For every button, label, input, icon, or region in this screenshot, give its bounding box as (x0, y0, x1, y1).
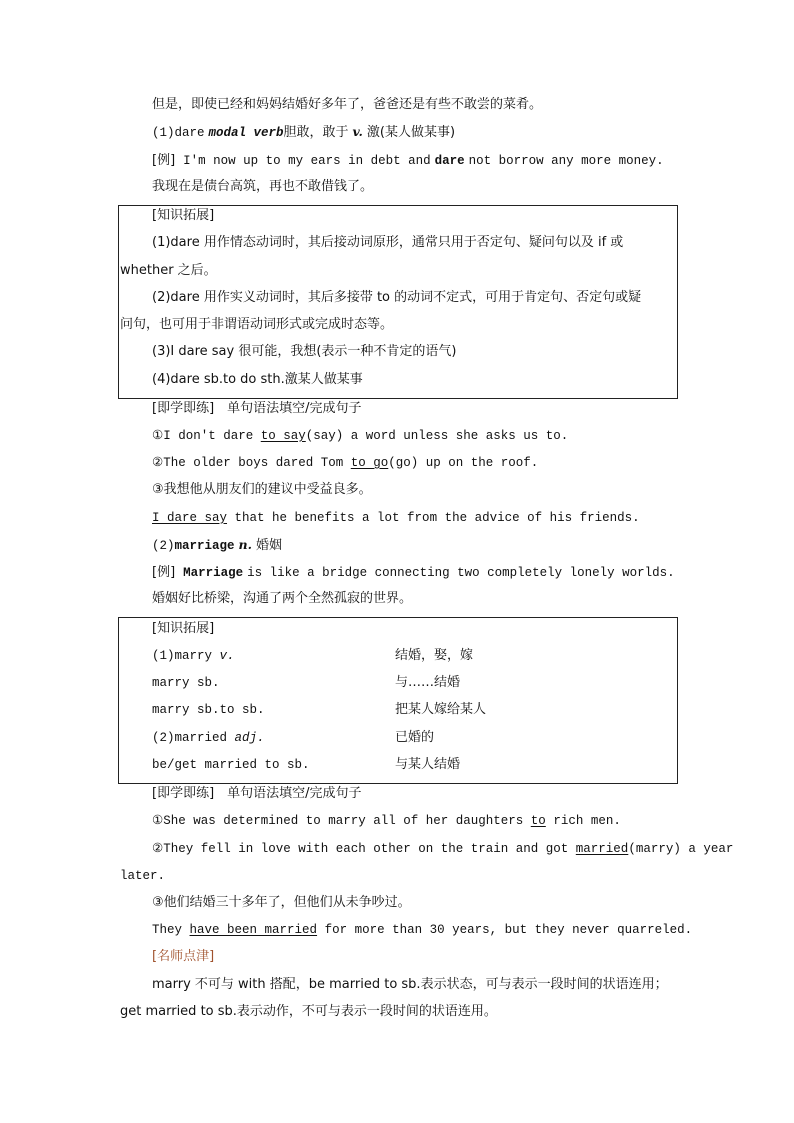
exercise-q3: ③他们结婚三十多年了，但他们从未争吵过。 (152, 895, 411, 910)
entry-pos: n. (238, 537, 252, 552)
q3-answer: I dare say (152, 511, 228, 525)
entry-dare (152, 123, 455, 142)
exercise-q1 (152, 427, 568, 445)
q2-text-end: (go) up on the roof. (388, 456, 539, 470)
example-keyword: dare (434, 154, 465, 168)
q1-text: ①She was determined to marry all of her daughters (152, 814, 524, 828)
box-point-3: (3)I dare say 很可能，我想(表示一种不肯定的语气) (152, 344, 457, 359)
example-marriage (152, 563, 675, 582)
example-text: I'm now up to my ears in debt and (183, 154, 431, 168)
box-title: [知识拓展] (152, 208, 215, 223)
exercise-q3: ③我想他从朋友们的建议中受益良多。 (152, 482, 372, 497)
teacher-note-title: [名师点津] (152, 949, 215, 964)
q2-text: ②They fell in love with each other on the train and got (152, 842, 569, 856)
box-point-1b: whether 之后。 (120, 263, 217, 278)
q1-text-end: rich men. (553, 814, 621, 828)
exercise-q2 (152, 840, 733, 858)
example-tag: [例] (152, 153, 176, 168)
box2-row-4-cn: 已婚的 (395, 730, 435, 745)
row-term: (2)married (152, 731, 228, 745)
q3-text-end: for more than 30 years, but they never quarreled. (324, 923, 693, 937)
q1-answer: to say (260, 429, 306, 443)
example-dare (152, 151, 664, 170)
exercise-q3-answer (152, 509, 640, 527)
box2-row-1-cn: 结婚，娶，嫁 (395, 648, 474, 663)
row-term: (1)marry (152, 649, 213, 663)
q3-text: They (152, 923, 183, 937)
exercise-q1 (152, 812, 621, 830)
box2-row-3-cn: 把某人嫁给某人 (395, 702, 487, 717)
example-keyword: Marriage (183, 566, 244, 580)
box2-row-3-en: marry sb.to sb. (152, 703, 265, 717)
box-point-2a: (2)dare 用作实义动词时，其后多接带 to 的动词不定式，可用于肯定句、否定句或疑 (152, 290, 642, 305)
q2-text-end: (marry) a year (628, 842, 734, 856)
box2-row-2-cn: 与……结婚 (395, 675, 461, 690)
q2-answer: married (575, 842, 629, 856)
q1-answer: to (530, 814, 546, 828)
q1-text: ①I don't dare (152, 429, 254, 443)
example-translation: 婚姻好比桥梁，沟通了两个全然孤寂的世界。 (152, 591, 413, 606)
entry-meaning: 婚姻 (255, 538, 282, 553)
q3-answer: have been married (189, 923, 318, 937)
entry-word: marriage (174, 539, 235, 553)
box2-row-5-cn: 与某人结婚 (395, 757, 461, 772)
box-title: [知识拓展] (152, 621, 215, 636)
q2-text: ②The older boys dared Tom (152, 456, 344, 470)
exercise-title: [即学即练] 单句语法填空/完成句子 (152, 401, 362, 416)
q2-answer: to go (350, 456, 389, 470)
row-pos: v. (219, 649, 235, 663)
teacher-note-line-1: marry 不可与 with 搭配，be married to sb.表示状态，可与表示一段时间的状语连用； (152, 977, 668, 992)
box-point-4: (4)dare sb.to do sth.激某人做某事 (152, 372, 363, 387)
intro-sentence: 但是，即使已经和妈妈结婚好多年了，爸爸还是有些不敢尝的菜肴。 (152, 97, 543, 112)
entry-pos: modal verb (208, 126, 284, 140)
box2-row-4-en (152, 729, 265, 747)
q1-text-end: (say) a word unless she asks us to. (305, 429, 569, 443)
exercise-title: [即学即练] 单句语法填空/完成句子 (152, 786, 362, 801)
box2-row-1-en (152, 647, 235, 665)
example-text-end: not borrow any more money. (468, 154, 664, 168)
box-point-1a: (1)dare 用作情态动词时，其后接动词原形，通常只用于否定句、疑问句以及 if 或 (152, 235, 624, 250)
entry-meaning: 胆敢，敢于 (283, 125, 349, 140)
box-point-2b: 问句，也可用于非谓语动词形式或完成时态等。 (120, 317, 394, 332)
entry-marriage (152, 536, 282, 555)
q3-text: that he benefits a lot from the advice of his friends. (234, 511, 640, 525)
exercise-q2 (152, 454, 538, 472)
example-text: is like a bridge connecting two completely lonely worlds. (247, 566, 675, 580)
exercise-q2-cont: later. (120, 869, 166, 883)
entry-pos-2: v. (352, 124, 363, 139)
teacher-note-line-2: get married to sb.表示动作，不可与表示一段时间的状语连用。 (120, 1004, 497, 1019)
example-translation: 我现在是债台高筑，再也不敢借钱了。 (152, 179, 374, 194)
example-tag: [例] (152, 565, 176, 580)
entry-word: dare (174, 126, 205, 140)
entry-number: (2) (152, 539, 175, 553)
entry-meaning-2: 激(某人做某事) (366, 125, 456, 140)
entry-number: (1) (152, 126, 175, 140)
box2-row-2-en: marry sb. (152, 676, 220, 690)
row-pos: adj. (234, 731, 265, 745)
exercise-q3-answer (152, 921, 692, 939)
box2-row-5-en: be/get married to sb. (152, 758, 310, 772)
